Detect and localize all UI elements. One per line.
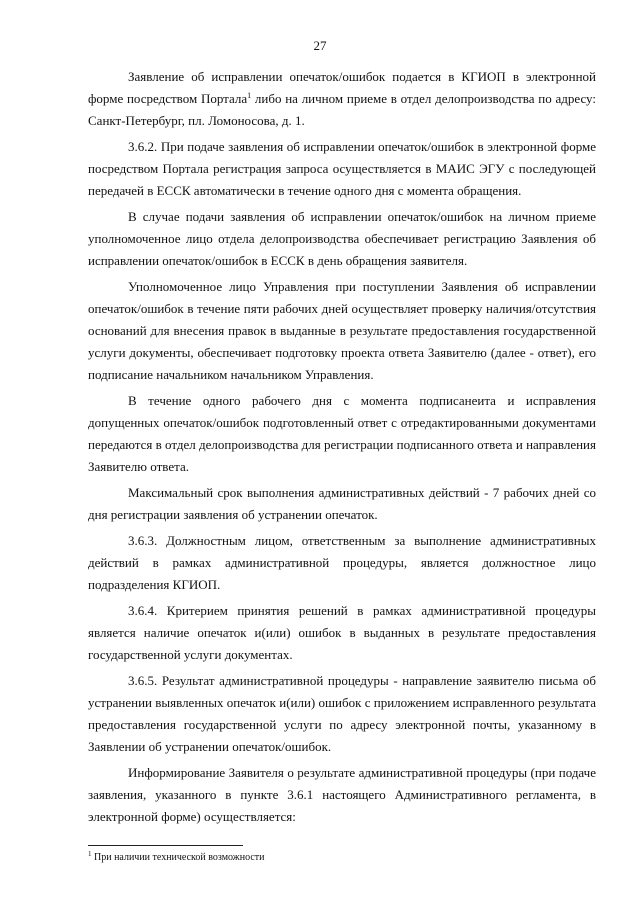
footnote-ref: 1 <box>247 91 252 100</box>
paragraph-authorized-person: Уполномоченное лицо Управления при поступлении Заявления об исправлении опечаток/ошибок в течение пяти рабочих дней осуществляет проверку наличия/отсутствия оснований для внесения правок в выданные в результате предоставления государственной услуги документы, обеспечивает подготовку проекта ответа Заявителю (далее - ответ), его подписание начальником начальником Управления. <box>88 279 596 382</box>
page-number: 27 <box>313 38 327 53</box>
paragraph-personal-reception: В случае подачи заявления об исправлении опечаток/ошибок на личном приеме уполномоченное лицо отдела делопроизводства обеспечивает регистрацию Заявления об исправлении опечаток/ошибок в ЕССК в день обращения заявителя. <box>88 209 596 268</box>
paragraph-1-text-start: Заявление об исправлении опечаток/ошибок подается в КГИОП в электронной форме посредством Портала <box>88 69 596 106</box>
paragraph-3-6-5: 3.6.5. Результат административной процедуры - направление заявителю письма об устранении выявленных опечаток и(или) ошибок с приложением исправленного результата предоставления государственной услуги по адресу электронной почты, указанному в Заявлении об устранении опечаток/ошибок. <box>88 673 596 754</box>
paragraph-one-working-day: В течение одного рабочего дня с момента подписанеита и исправления допущенных опечаток/ошибок подготовленный ответ с отредактированными документами передаются в отдел делопроизводства для регистрации подписанного ответа и направления Заявителю ответа. <box>88 393 596 474</box>
paragraph-3-6-4: 3.6.4. Критерием принятия решений в рамках административной процедуры является наличие опечаток и(или) ошибок в выданных в результате предоставления государственной услуги документах. <box>88 603 596 662</box>
paragraph-max-term: Максимальный срок выполнения административных действий - 7 рабочих дней со дня регистрации заявления об устранении опечаток. <box>88 485 596 522</box>
paragraph-1-text-end: либо на личном приеме в отдел делопроизводства по адресу: Санкт-Петербург, пл. Ломоносова, д. 1. <box>88 91 597 128</box>
footnote-divider <box>88 845 243 846</box>
paragraph-informing: Информирование Заявителя о результате административной процедуры (при подаче заявления, указанного в пункте 3.6.1 настоящего Административного регламента, в электронной форме) осуществляется: <box>88 765 596 824</box>
paragraph-3-6-3: 3.6.3. Должностным лицом, ответственным за выполнение административных действий в рамках административной процедуры, является должностное лицо подразделения КГИОП. <box>88 533 596 592</box>
document-body <box>88 66 596 828</box>
paragraph-3-6-2: 3.6.2. При подаче заявления об исправлении опечаток/ошибок в электронной форме посредством Портала регистрация запроса осуществляется в МАИС ЭГУ с последующей передачей в ЕССК автоматически в течение одного дня с момента обращения. <box>88 139 596 198</box>
footnote-text: При наличии технической возможности <box>91 852 265 863</box>
footnote <box>88 851 264 864</box>
paragraph-1 <box>88 66 596 132</box>
footnote-marker: 1 <box>88 850 92 858</box>
